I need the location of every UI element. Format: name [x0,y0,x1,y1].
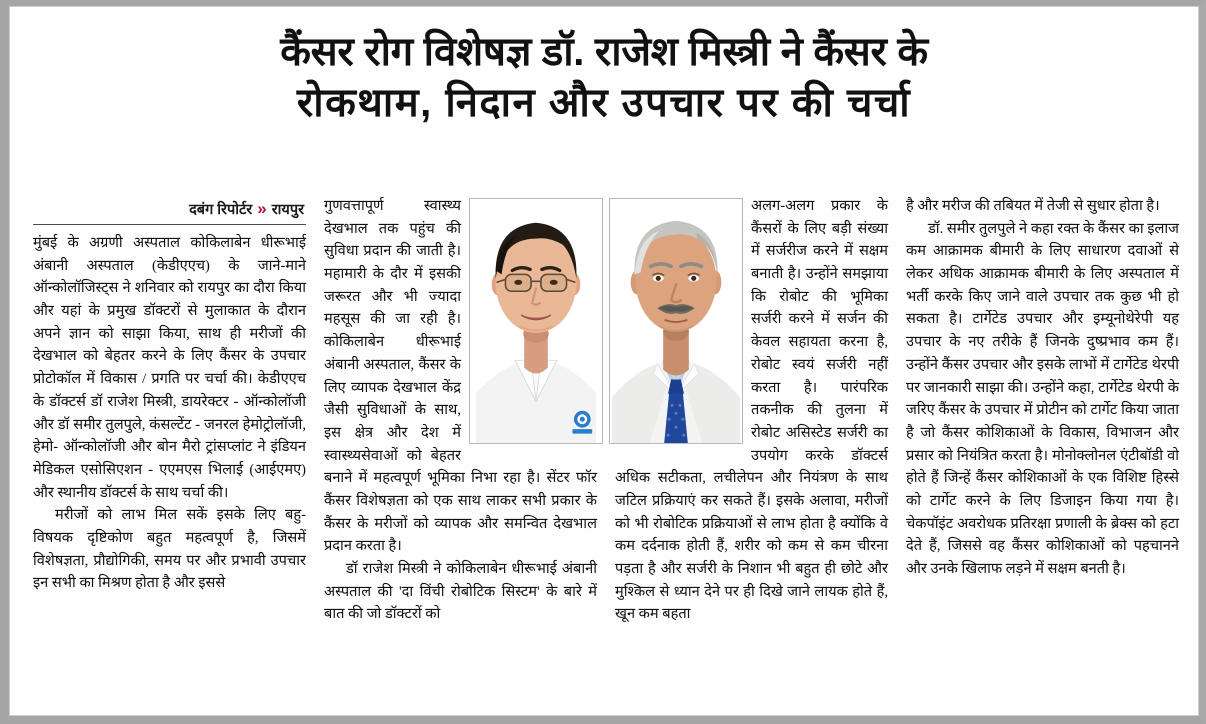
article-column-3 [606,189,897,713]
photo-doctor-1 [469,198,603,444]
paragraph: अलग-अलग प्रकार के कैंसरों के लिए बड़ी संख्या में सर्जरीज करने में सक्षम बनाती है। उन्होंने समझाया कि रोबोट की भूमिका सर्जरी करने में सर्जन की केवल सहायता करना है, रोबोट स्वयं सर्जरी नहीं करता है। पारंपरिक तकनीक की तुलना में रोबोट असिस्टेड सर्जरी का उपयोग करके डॉक्टर्स अधिक सटीकता, लचीलेपन और नियंत्रण के साथ जटिल प्रक्रियाएं कर सकते हैं। इसके अलावा, मरीजों को भी रोबोटिक प्रक्रियाओं से लाभ होता है क्योंकि वे कम दर्दनाक होती हैं, शरीर को कम से कम चीरना पड़ता है और सर्जरी के निशान भी बहुत ही छोटे और मुश्किल से ध्यान देने पर ही दिखे जाने लायक होते हैं, खून कम बहता [615,198,888,623]
headline-line-2: रोकथाम, निदान और उपचार पर की चर्चा [296,80,912,125]
article-columns [24,189,1188,713]
paragraph: डॉ राजेश मिस्त्री ने कोकिलाबेन धीरूभाई अंबानी अस्पताल की 'दा विंची रोबोटिक सिस्टम' के बारे में बात की जो डॉक्टरों को [324,561,597,623]
page-headline [10,7,1198,129]
byline-place: रायपुर [271,202,304,218]
column-4-body [906,189,1179,581]
column-3-body [615,189,888,626]
paragraph: मुंबई के अग्रणी अस्पताल कोकिलाबेन धीरूभाई अंबानी अस्पताल (केडीएएच) के जाने-माने ऑन्कोलॉजिस्ट्स ने शनिवार को रायपुर का दौरा किया और यहां के प्रमुख डॉक्टरों से मुलाकात के दौरान अपने ज्ञान को साझा किया, साथ ही मरीजों की देखभाल को बेहतर करने के लिए कैंसर के उपचार प्रोटोकॉल में विकास / प्रगति पर चर्चा की। केडीएएच के डॉक्टर्स डॉ राजेश मिस्त्री, डायरेक्टर - ऑन्कोलॉजी और डॉ समीर तुलपुले, कंसल्टेंट - जनरल हेमोट्रोलॉजी, हेमो- ऑन्कोलॉजी और बोन मैरो ट्रांसप्लांट ने इंडियन मेडिकल एसोसिएशन - एएमएस भिलाई (आईएमए) और स्थानीय डॉक्टर्स के साथ चर्चा की। [33,235,306,501]
article-column-4 [897,189,1188,713]
byline-divider [33,224,306,225]
paragraph: मरीजों को लाभ मिल सकें इसके लिए बहु-विषयक दृष्टिकोण बहुत महत्वपूर्ण है, जिसमें विशेषज्ञता, प्रौद्योगिकी, समय पर और प्रभावी उपचार इन सभी का मिश्रण होता है और इससे [33,507,306,592]
article-column-1 [24,189,315,713]
article-column-2 [315,189,606,713]
byline-reporter: दबंग रिपोर्टर [189,202,253,218]
byline-chevron-icon: » [257,199,267,218]
column-2-body [324,189,597,626]
column-1-body [33,232,306,595]
byline [33,189,306,224]
paragraph: है और मरीज की तबियत में तेजी से सुधार होता है। [906,198,1160,214]
photo-doctor-2 [609,198,743,444]
newspaper-page [9,6,1199,716]
paragraph: डॉ. समीर तुलपुले ने कहा रक्त के कैंसर का इलाज कम आक्रामक बीमारी के लिए साधारण दवाओं से लेकर अधिक आक्रामक बीमारी के लिए अस्पताल में भर्ती करके किए जाने वाले उपचार तक कुछ भी हो सकता है। टार्गेटेड उपचार और इम्यूनोथेरेपी यह उपचार के नए तरीके हैं जिनके दुष्प्रभाव कम हैं। उन्होंने कैंसर उपचार और इसके लाभों में टार्गेटेड थेरपी पर जानकारी साझा की। उन्होंने कहा, टार्गेटेड थेरपी के जरिए कैंसर के उपचार में प्रोटीन को टार्गेट किया जाता है जो कैंसर कोशिकाओं के विकास, विभाजन और प्रसार को नियंत्रित करता है। मोनोक्लोनल एंटीबॉडी वो होते हैं जिन्हें कैंसर कोशिकाओं के एक विशिष्ट हिस्से को टार्गेट करने के लिए डिजाइन किया गया है। चेकपॉइंट अवरोधक प्रतिरक्षा प्रणाली के ब्रेक्स को हटा देते हैं, जिससे वह कैंसर कोशिकाओं को पहचानने और उनके खिलाफ लड़ने में सक्षम बनती है। [906,220,1179,577]
paragraph: गुणवत्तापूर्ण स्वास्थ्य देखभाल तक पहुंच की सुविधा प्रदान की जाती है। महामारी के दौर में इसकी जरूरत और भी ज्यादा महसूस की जा रही है। कोकिलाबेन धीरूभाई अंबानी अस्पताल, कैंसर के लिए व्यापक देखभाल केंद्र जैसी सुविधाओं के साथ, इस क्षेत्र और देश में स्वास्थ्यसेवाओं को बेहतर बनाने में महत्वपूर्ण भूमिका निभा रहा है। सेंटर फॉर कैंसर विशेषज्ञता को एक साथ लाकर सभी प्रकार के कैंसर के मरीजों को व्यापक और समन्वित देखभाल प्रदान करता है। [324,198,597,555]
headline-line-1: कैंसर रोग विशेषज्ञ डॉ. राजेश मिस्त्री ने कैंसर के [280,30,928,74]
